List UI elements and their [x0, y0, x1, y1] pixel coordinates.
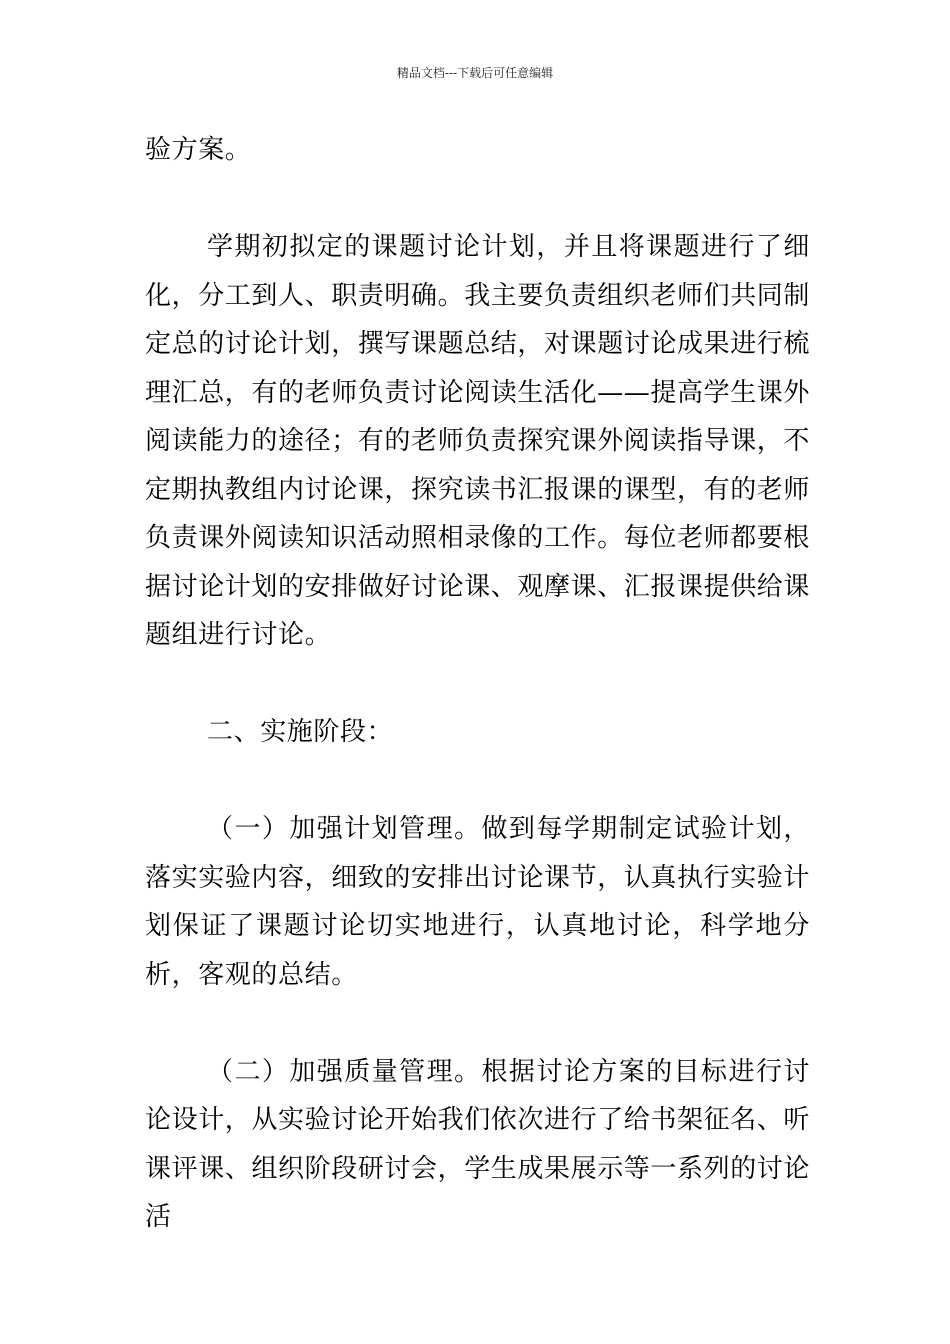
- section-heading-implementation: 二、实施阶段：: [207, 717, 394, 747]
- paragraph-plan-management: （一）加强计划管理。做到每学期制定试验计划，落实实验内容，细致的安排出讨论课节，认真执行实验计划保证了课题讨论切实地进行，认真地讨论，科学地分析，客观的总结。: [145, 814, 811, 990]
- paragraph-quality-management: （二）加强质量管理。根据讨论方案的目标进行讨论设计，从实验讨论开始我们依次进行了给书架征名、听课评课、组织阶段研讨会，学生成果展示等一系列的讨论活: [145, 1056, 811, 1232]
- paragraph-plan: 学期初拟定的课题讨论计划，并且将课题进行了细化，分工到人、职责明确。我主要负责组织老师们共同制定总的讨论计划，撰写课题总结，对课题讨论成果进行梳理汇总，有的老师负责讨论阅读生活化——提高学生课外阅读能力的途径；有的老师负责探究课外阅读指导课，不定期执教组内讨论课，探究读书汇报课的课型，有的老师负责课外阅读知识活动照相录像的工作。每位老师都要根据讨论计划的安排做好讨论课、观摩课、汇报课提供给课题组进行讨论。: [145, 232, 811, 650]
- page-header: 精品文档---下载后可任意编辑: [396, 66, 554, 80]
- document-body: [145, 126, 810, 1242]
- paragraph-continuation: 验方案。: [145, 135, 252, 165]
